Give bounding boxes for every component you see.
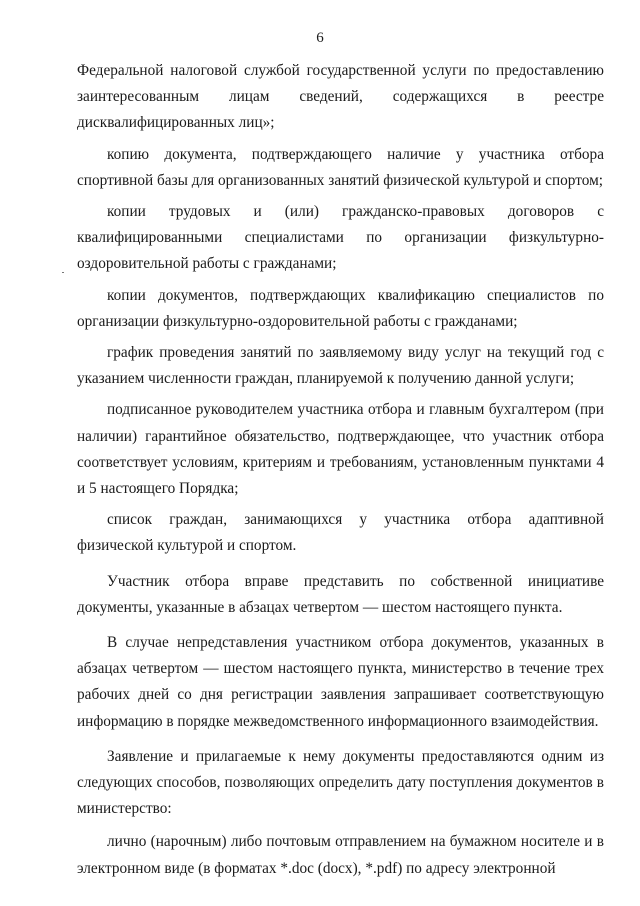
paragraph-submission-methods: Заявление и прилагаемые к нему документы предоставляются одним из следующих способов, позволяющих определить дату поступления документов в министерство:	[77, 747, 604, 818]
paragraph-own-initiative: Участник отбора вправе представить по собственной инициативе документы, указанные в абзацах четвертом — шестом настоящего пункта.	[77, 572, 604, 616]
margin-mark	[62, 272, 64, 273]
document-body	[77, 58, 604, 882]
paragraph-qualification: копии документов, подтверждающих квалификацию специалистов по организации физкультурно-оздоровительной работы с гражданами;	[77, 286, 604, 330]
page-number: 6	[316, 30, 324, 46]
paragraph-continuation: Федеральной налоговой службой государственной услуги по предоставлению заинтересованным лицам сведений, содержащихся в реестре дисквалифицированных лиц»;	[77, 62, 604, 132]
paragraph-contracts: копии трудовых и (или) гражданско-правовых договоров с квалифицированными специалистами по организации физкультурно-оздоровительной работы с гражданами;	[77, 203, 604, 273]
paragraph-schedule: график проведения занятий по заявляемому виду услуг на текущий год с указанием численности граждан, планируемой к получению данной услуги;	[77, 344, 604, 388]
paragraph-guarantee: подписанное руководителем участника отбора и главным бухгалтером (при наличии) гарантийное обязательство, подтверждающее, что участник отбора соответствует условиям, критериям и требованиям, установленным пунктами 4 и 5 настоящего Порядка;	[77, 401, 604, 498]
paragraph-citizens-list: список граждан, занимающихся у участника отбора адаптивной физической культурой и спортом.	[77, 511, 604, 555]
paragraph-non-submission: В случае непредставления участником отбора документов, указанных в абзацах четвертом — шестом настоящего пункта, министерство в течение трех рабочих дней со дня регистрации заявления запрашивает соответствующую информацию в порядке межведомственного информационного взаимодействия.	[77, 634, 604, 730]
paragraph-in-person: лично (нарочным) либо почтовым отправлением на бумажном носителе и в электронном виде (в форматах *.doc (docx), *.pdf) по адресу электронной	[77, 833, 604, 877]
paragraph-sports-base: копию документа, подтверждающего наличие у участника отбора спортивной базы для организованных занятий физической культурой и спортом;	[77, 145, 604, 189]
